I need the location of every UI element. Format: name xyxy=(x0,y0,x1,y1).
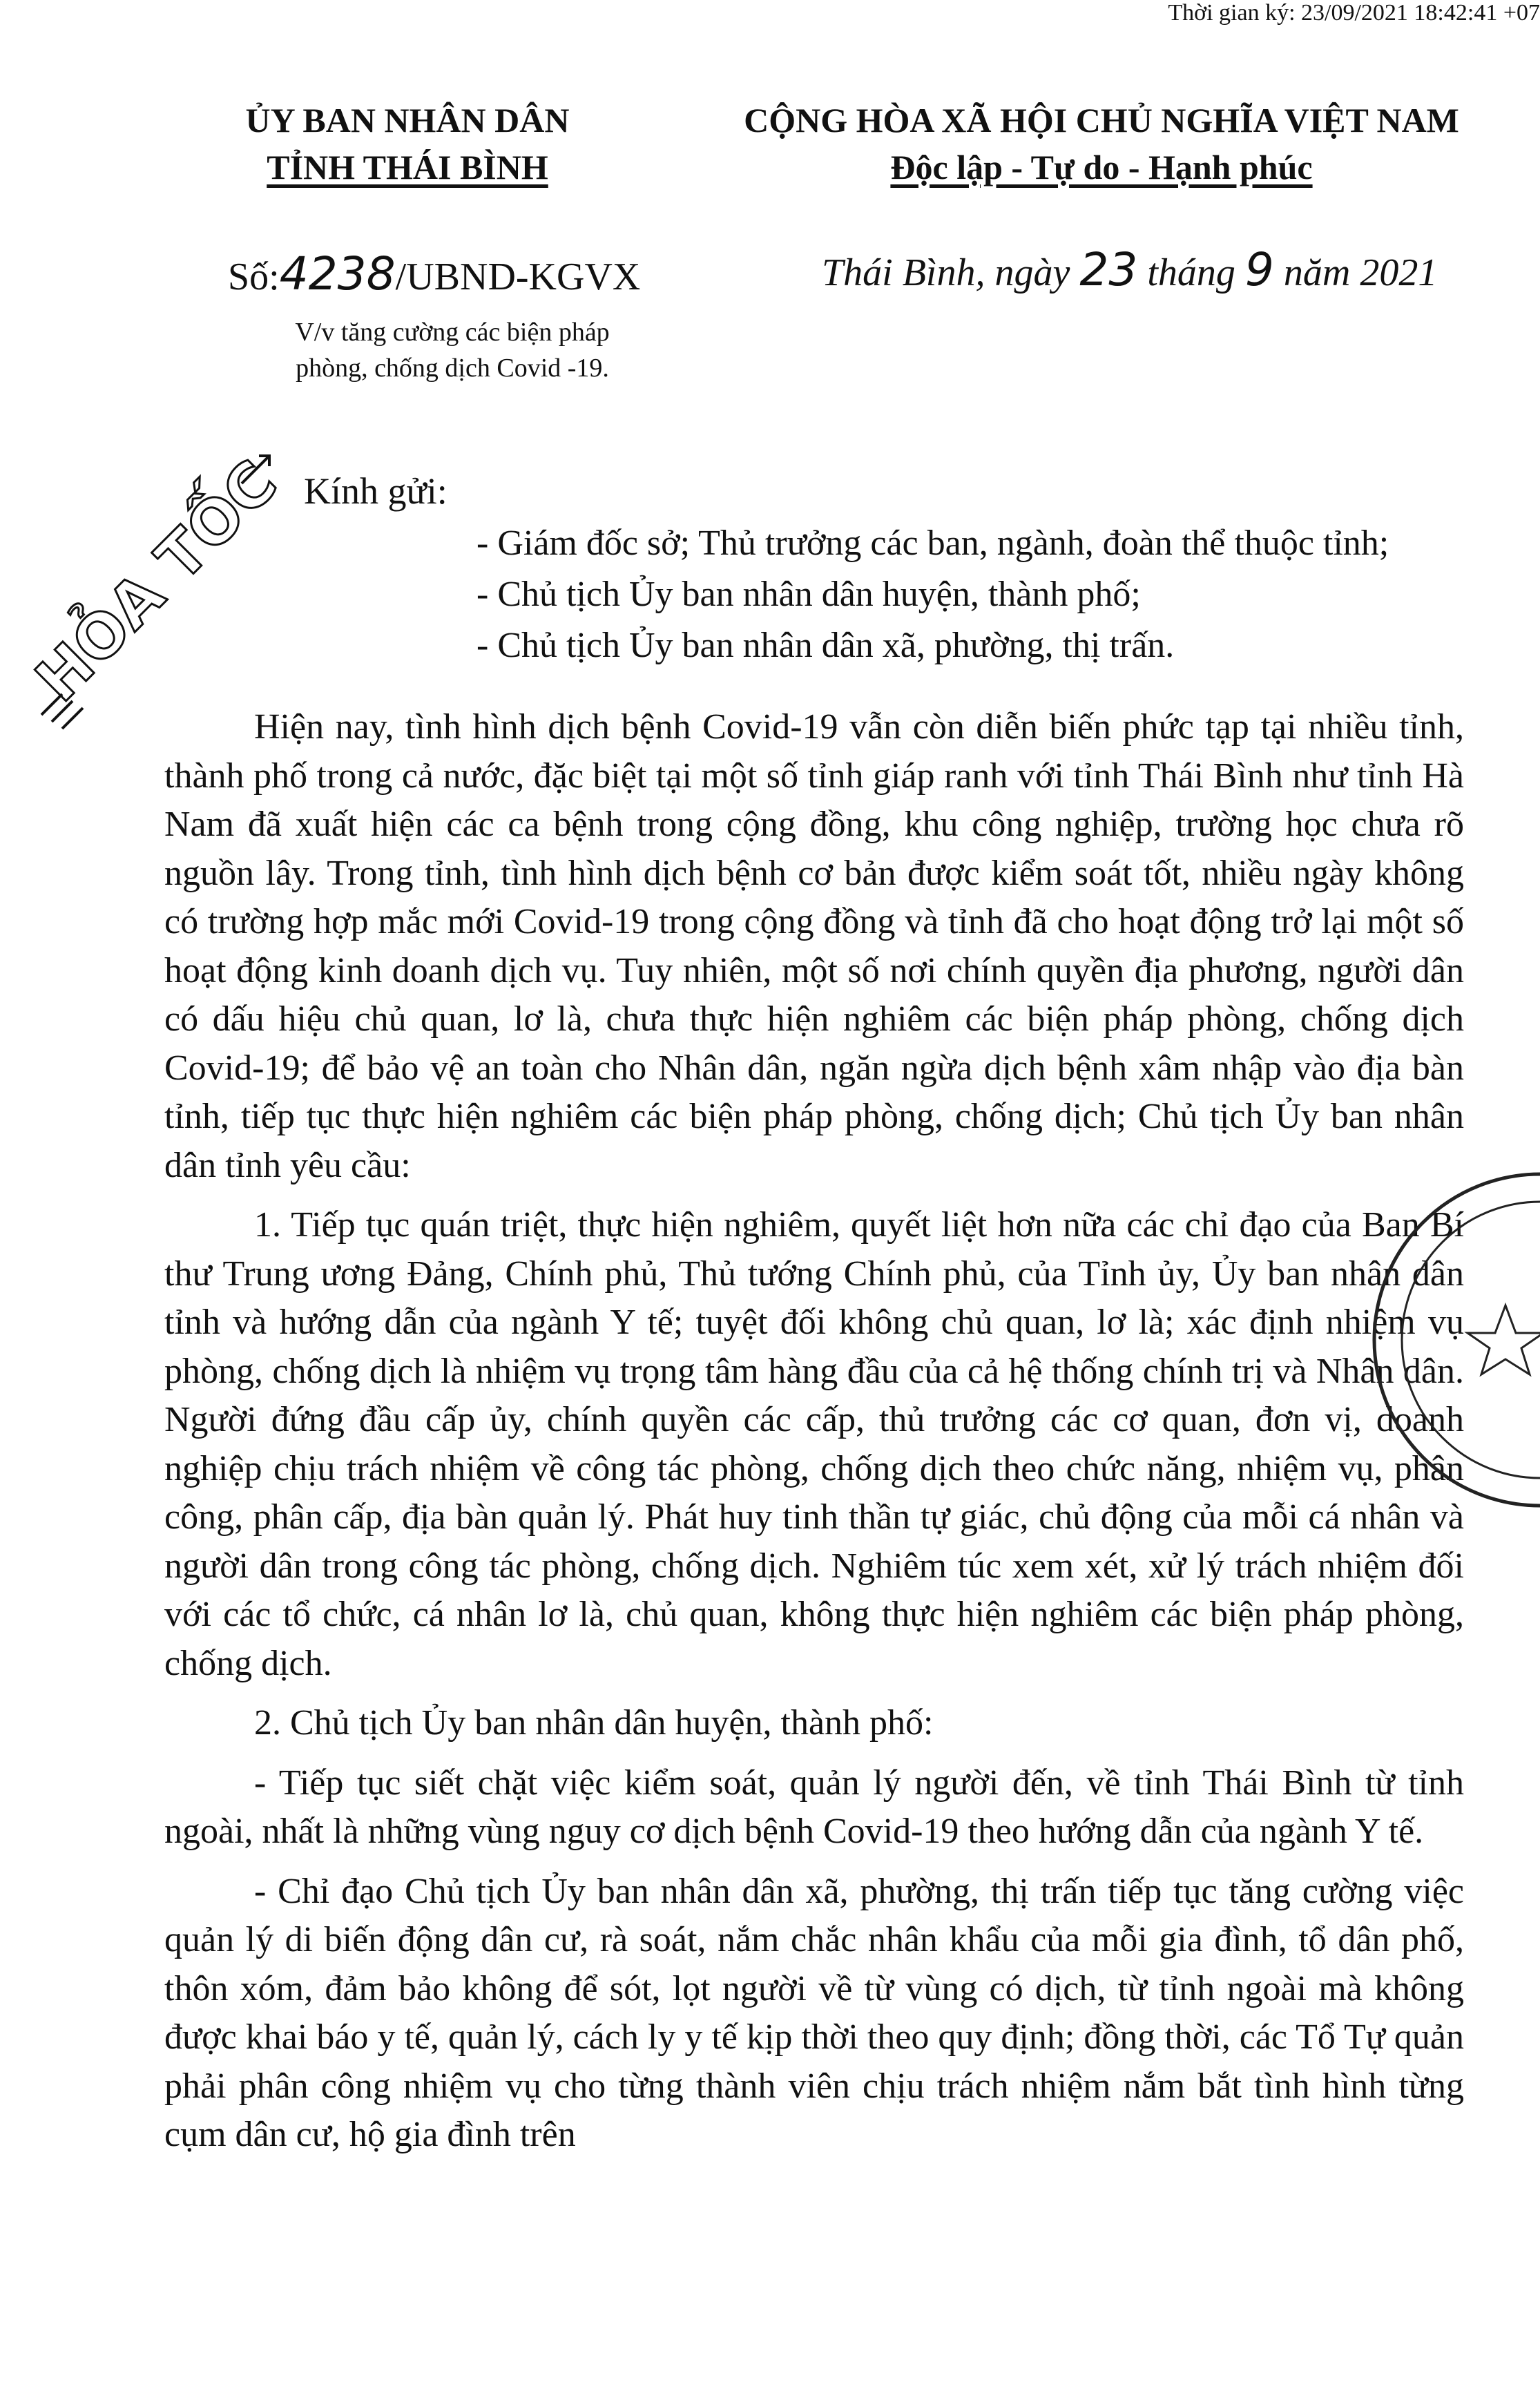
handwritten-month: 9 xyxy=(1244,243,1274,296)
national-motto xyxy=(718,97,1485,191)
recipient-list xyxy=(477,518,1389,671)
agency-line-2: TỈNH THÁI BÌNH xyxy=(267,148,548,186)
official-seal xyxy=(1367,1167,1540,1513)
urgent-stamp-text: HỎA TỐC xyxy=(21,446,291,716)
motto: Độc lập - Tự do - Hạnh phúc xyxy=(890,148,1313,186)
recipient-item: - Giám đốc sở; Thủ trưởng các ban, ngành, đoàn thể thuộc tỉnh; xyxy=(477,524,1389,563)
handwritten-number: 4238 xyxy=(279,247,396,300)
paragraph-intro: Hiện nay, tình hình dịch bệnh Covid-19 vẫn còn diễn biến phức tạp tại nhiều tỉnh, thành phố trong cả nước, đặc biệt tại một số tỉnh giáp ranh với tỉnh Thái Bình như tỉnh Hà Nam đã xuất hiện các ca bệnh trong cộng đồng, khu công nghiệp, trường học chưa rõ nguồn lây. Trong tỉnh, tình hình dịch bệnh cơ bản được kiểm soát tốt, nhiều ngày không có trường hợp mắc mới Covid-19 trong cộng đồng và tỉnh đã cho hoạt động trở lại một số hoạt động kinh doanh dịch vụ. Tuy nhiên, một số nơi chính quyền địa phương, người dân có dấu hiệu chủ quan, lơ là, chưa thực hiện nghiêm các biện pháp phòng, chống dịch Covid-19; để bảo vệ an toàn cho Nhân dân, ngăn ngừa dịch bệnh xâm nhập vào địa bàn tỉnh, tiếp tục thực hiện nghiêm các biện pháp phòng, chống dịch; Chủ tịch Ủy ban nhân dân tỉnh yêu cầu: xyxy=(164,707,1464,1185)
urgent-stamp xyxy=(14,442,304,746)
document-body xyxy=(164,703,1464,2160)
handwritten-day: 23 xyxy=(1079,243,1138,296)
issuing-agency xyxy=(193,97,622,191)
country-name: CỘNG HÒA XÃ HỘI CHỦ NGHĨA VIỆT NAM xyxy=(744,101,1459,140)
paragraph-item-1: 1. Tiếp tục quán triệt, thực hiện nghiêm, quyết liệt hơn nữa các chỉ đạo của Ban Bí thư Trung ương Đảng, Chính phủ, Thủ tướng Chính phủ, của Tỉnh ủy, Ủy ban nhân dân tỉnh và hướng dẫn của ngành Y tế; tuyệt đối không chủ quan, lơ là; xác định nhiệm vụ phòng, chống dịch là nhiệm vụ trọng tâm hàng đầu của cả hệ thống chính trị và Nhân dân. Người đứng đầu cấp ủy, chính quyền các cấp, thủ trưởng các cơ quan, đơn vị, doanh nghiệp chịu trách nhiệm về công tác phòng, chống dịch theo chức năng, nhiệm vụ, phân công, phân cấp, địa bàn quản lý. Phát huy tinh thần tự giác, chủ động của mỗi cá nhân và người dân trong công tác phòng, chống dịch. Nghiêm túc xem xét, xử lý trách nhiệm đối với các tổ chức, cá nhân lơ là, chủ quan, không thực hiện nghiêm các biện pháp phòng, chống dịch. xyxy=(164,1205,1464,1683)
signature-timestamp: Thời gian ký: 23/09/2021 18:42:41 +07 xyxy=(1168,0,1540,26)
recipient-item: - Chủ tịch Ủy ban nhân dân xã, phường, thị trấn. xyxy=(477,626,1175,665)
paragraph-bullet-1: - Tiếp tục siết chặt việc kiểm soát, quản lý người đến, về tỉnh Thái Bình từ tỉnh ngoài, nhất là những vùng nguy cơ dịch bệnh Covid-19 theo hướng dẫn của ngành Y tế. xyxy=(164,1763,1464,1851)
document-date: Thái Bình, ngày 23 tháng 9 năm 2021 xyxy=(822,243,1438,296)
document-subject: V/v tăng cường các biện pháp phòng, chống dịch Covid -19. xyxy=(295,318,610,383)
paragraph-item-2: 2. Chủ tịch Ủy ban nhân dân huyện, thành phố: xyxy=(254,1703,934,1743)
recipient-item: - Chủ tịch Ủy ban nhân dân huyện, thành phố; xyxy=(477,575,1141,614)
agency-line-1: ỦY BAN NHÂN DÂN xyxy=(245,101,570,140)
paragraph-bullet-2: - Chỉ đạo Chủ tịch Ủy ban nhân dân xã, phường, thị trấn tiếp tục tăng cường việc quản lý di biến động dân cư, rà soát, nắm chắc nhân khẩu của mỗi gia đình, tổ dân phố, thôn xóm, đảm bảo không để sót, lọt người về từ vùng có dịch, từ tỉnh ngoài mà không được khai báo y tế, quản lý, cách ly y tế kịp thời theo quy định; đồng thời, các Tổ Tự quản phải phân công nhiệm vụ cho từng thành viên chịu trách nhiệm nắm bắt tình hình từng cụm dân cư, hộ gia đình trên xyxy=(164,1871,1464,2154)
salutation: Kính gửi: xyxy=(304,470,447,512)
document-number: Số:4238/UBND-KGVX xyxy=(228,247,641,300)
